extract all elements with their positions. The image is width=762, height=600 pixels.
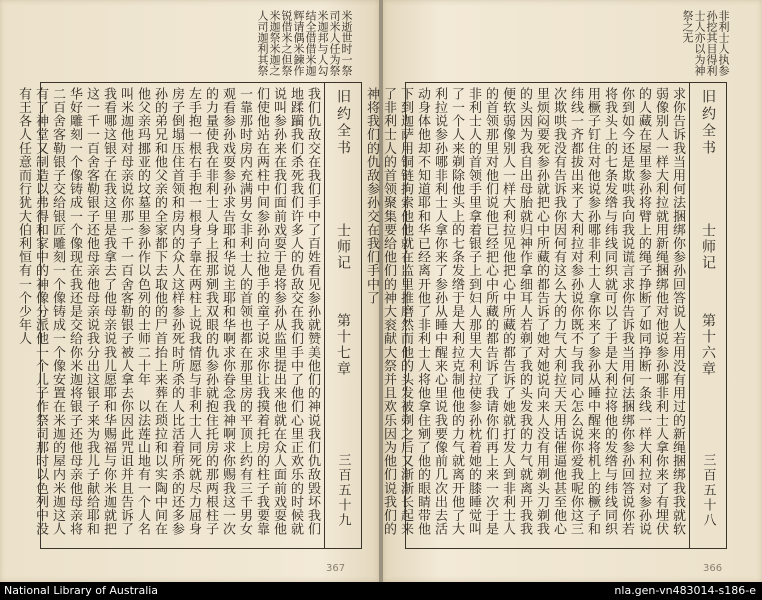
right-section-title: 士师记: [700, 223, 716, 271]
left-chapter-label: 第十七章: [335, 313, 351, 377]
left-handwritten-mark: 367: [326, 563, 346, 574]
left-section-title: 士师记: [335, 223, 351, 271]
right-body-text: [364, 87, 686, 544]
right-page: [364, 0, 762, 582]
footer-institution: National Library of Australia: [4, 584, 159, 597]
right-handwritten-mark: 366: [703, 563, 723, 574]
left-page-number: 三百五十九: [335, 453, 351, 528]
right-page-number: 三百五十八: [700, 453, 716, 528]
left-text-frame: [16, 82, 362, 549]
left-page: [0, 0, 379, 582]
left-body-text: [16, 87, 321, 544]
right-book-title: 旧约全书: [700, 89, 716, 157]
left-header-notes: 米逝世时一祭司米人任为祭米迦邦与人勾结全借借米迦辉请偶米鍊作锐借米之但祭米迦祭米迦之人司迦利其祭: [256, 10, 353, 76]
left-book-title: 旧约全书: [335, 89, 351, 157]
archive-footer: [0, 582, 762, 600]
left-body-content: 我们仇敌交在我们手中了百姓看见参孙就赞美他们的神说我们仇敌毁坏我们地蹂躏我们杀死我们许多人的仇敌交在我们手中了他们心里正欢乐的时候就说叫参孙来在我们面前戏耍于是将参孙从监里提出来他就在众人面前戏耍他们使他站在两柱中间参孙向拉他手的童子说求你让我摸着托房的柱子我要靠一靠那时房内充满男女非利士人的首领也都在那里房的平顶上约有三千男女观看参孙戏耍参孙求告耶和华说主耶和华啊求你眷念我神啊求你赐我这一次的力量使我在非利士人身上报那剜我双眼的仇参孙就抱住托房的那两根柱子左手抱一根右手抱一根身子靠在两柱上说我情愿与非利士人同死就尽力屈身房子倒塌压住首领和房内的众人这样参孙死时所杀的人比活着所杀的还多参孙的弟兄和他父亲的全家都下去取他的尸首抬上来葬在琐拉和以实陶中间在他父亲玛挪亚的坟墓里参孙作以色列的士师二十年 以法莲山地有一个人名叫米迦他对母亲说你那一千一百舍客勒银子被人拿去你因此咒诅并且告诉了我看哪这银子在我这里是我拿去了他母亲说我儿愿耶和华赐福与你米迦就把这一千一百舍客勒银子还他母亲他母亲说我分出这银子来为我儿子献给耶和华好雕刻一个像铸成一个像现在我还是交给你米迦将银子还他母亲他母亲将二百舍客勒银子交给银匠雕刻一个像铸成一个像安置在米迦的屋内米迦这人有了神堂又制造以弗得和家中的神像分派他一个儿子作祭司那时以色列中没有王各人任意而行犹大伯利恒有一个少年人: [16, 87, 320, 536]
right-body-content: 求你告诉我当用何法捆绑你参孙回答说人若用没有用过的新绳捆绑我我就软弱像别人一样大利拉就用新绳捆绑他对他说参孙哪非利士人拿你来了有埋伏的人藏在屋里参孙将臂上的绳子挣断了如同挣断一条线一样大利拉对参孙说你到如今还是欺哄我向我说谎言求你告诉我当用何法捆绑你参孙回答说你若将我头上的七条发绺与纬线同织就可以了于是大利拉将他的发绺与纬线同织用橛子钉住对他说参孙哪非利士人拿你来了参孙从睡中醒来将机上的橛子和纬线一齐都拔出来了大利拉对参孙说你既不与我同心怎么说你爱我呢你这三次欺哄我没有告诉我你因何有这么大的力气大利拉天天用话催逼他甚至他心里烦闷要死参孙就把心中所藏的都告诉了她对她说向来人没有用剃头刀剃我的头因为我自出母胎就归神作拿细耳人若剃了我的头发我的力气就离开我我便软弱像别人一样大利拉见他把心中所藏的都告诉了她就打发人到非利士人的首领那里对他们说他已经把心中所藏的都告诉了我请你们再上来一次于是非利士人的首领手里拿着银子上到妇人那里大利拉使参孙枕着她的膝睡觉叫了一个人来剃除他头上的七条发绺于是大利拉克制他他的力气就离开他了大利拉说参孙哪非利士人拿你来了参孙从睡中醒来心里说我要像前几次出去活动身体他却不知道耶和华已经离开他了非利士人将他拿住剜了他的眼睛带他下到迦萨用铜链拘索他他就在监里推磨然而他的头发被剃之后又渐渐长起来了非利士人的首领聚集要给他们的神大衮献大祭并且欢乐因为他们说我们的神将我们的仇敌参孙交在我们手中了: [364, 87, 685, 536]
right-chapter-label: 第十六章: [700, 313, 716, 377]
footer-identifier: nla.gen-vn483014-s186-e: [614, 584, 756, 597]
right-side-band: [689, 83, 726, 548]
right-text-frame: [364, 82, 727, 549]
right-header-notes: 非利士人执参孙挖其目得利士人亦以为神祭之无: [681, 10, 730, 76]
left-side-band: [324, 83, 361, 548]
